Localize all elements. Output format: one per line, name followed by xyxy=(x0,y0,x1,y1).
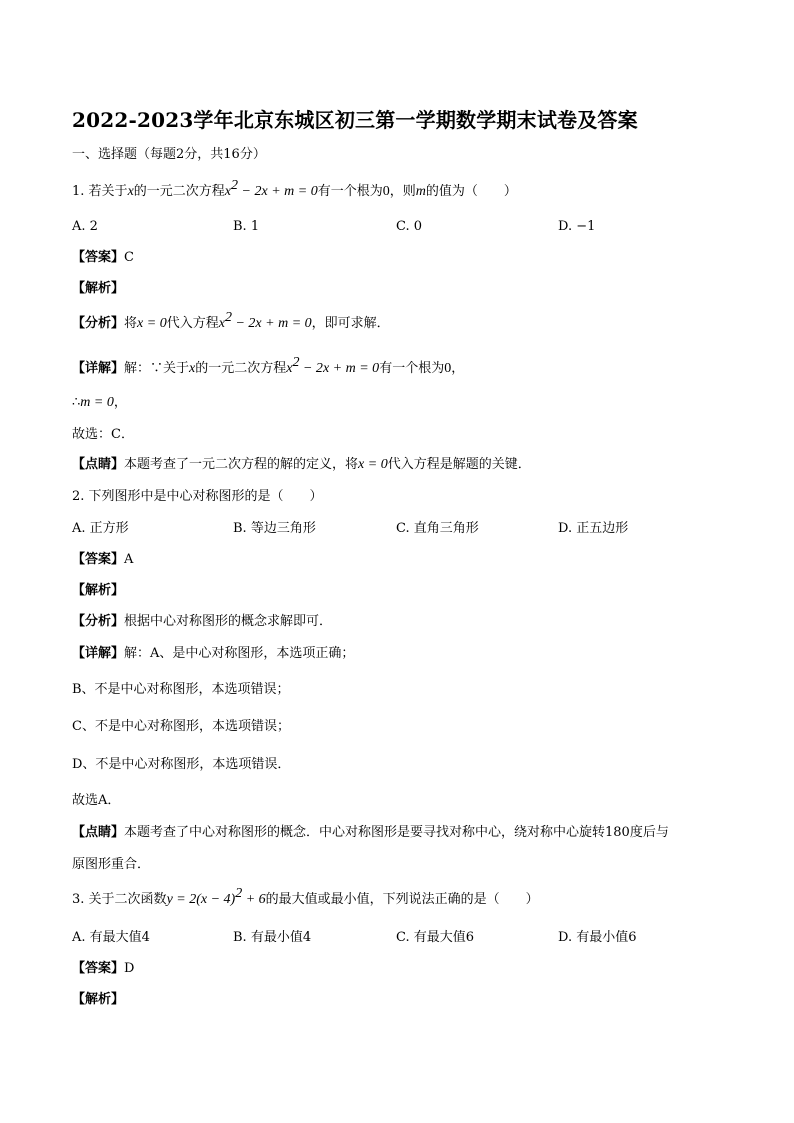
question-2-stem: 2. 下列图形中是中心对称图形的是（ ） xyxy=(72,489,323,504)
q2-detail-d: D、不是中心对称图形，本选项错误． xyxy=(72,757,291,772)
q2-option-a: A. 正方形 xyxy=(72,521,129,536)
q2-comment: 【点睛】本题考查了中心对称图形的概念．中心对称图形是要寻找对称中心，绕对称中心旋转180度后与 xyxy=(72,825,669,840)
q1-option-b: B. 1 xyxy=(233,219,260,234)
section-heading: 一、选择题（每题2分，共16分） xyxy=(72,147,266,162)
q2-choice: 故选A． xyxy=(72,793,121,808)
q2-answer: 【答案】A xyxy=(72,552,134,567)
q2-detail: 【详解】解：A、是中心对称图形，本选项正确； xyxy=(72,646,355,661)
q3-answer: 【答案】D xyxy=(72,961,135,976)
q1-choice: 故选：C． xyxy=(72,427,134,442)
page-title: 2022-2023学年北京东城区初三第一学期数学期末试卷及答案 xyxy=(72,108,638,132)
q1-therefore: ∴m = 0， xyxy=(72,395,127,410)
q3-option-c: C. 有最大值6 xyxy=(396,930,475,945)
q1-option-d: D. −1 xyxy=(558,219,596,234)
q1-detail: 【详解】解：∵关于x的一元二次方程$x^2 - 2x + m = 0$有一个根为0， xyxy=(72,355,465,376)
q2-comment-cont: 原图形重合． xyxy=(72,857,151,872)
question-1-stem: 1. 若关于x的一元二次方程$x^2 - 2x + m = 0$有一个根为0，则m的值为（ ） xyxy=(72,178,517,199)
q2-option-b: B. 等边三角形 xyxy=(233,521,316,536)
q1-option-c: C. 0 xyxy=(396,219,423,234)
q2-detail-b: B、不是中心对称图形，本选项错误； xyxy=(72,682,290,697)
q2-analysis: 【分析】根据中心对称图形的概念求解即可． xyxy=(72,614,333,629)
q3-option-d: D. 有最小值6 xyxy=(558,930,637,945)
q2-option-c: C. 直角三角形 xyxy=(396,521,479,536)
q1-analysis: 【分析】将x = 0代入方程$x^2 - 2x + m = 0$，即可求解． xyxy=(72,310,390,331)
q3-option-b: B. 有最小值4 xyxy=(233,930,312,945)
q1-answer: 【答案】C xyxy=(72,250,134,265)
function-3: $y = 2(x - 4)^2 + 6$ xyxy=(166,886,266,907)
q3-jiexi-heading: 【解析】 xyxy=(72,992,125,1007)
q1-comment: 【点睛】本题考查了一元二次方程的解的定义，将x = 0代入方程是解题的关键． xyxy=(72,457,531,472)
equation-1: $x^2 - 2x + m = 0$ xyxy=(224,178,318,199)
q2-detail-c: C、不是中心对称图形，本选项错误； xyxy=(72,719,290,734)
q2-jiexi-heading: 【解析】 xyxy=(72,583,125,598)
q3-option-a: A. 有最大值4 xyxy=(72,930,150,945)
q1-jiexi-heading: 【解析】 xyxy=(72,281,125,296)
q1-option-a: A. 2 xyxy=(72,219,98,234)
question-3-stem: 3. 关于二次函数$y = 2(x - 4)^2 + 6$的最大值或最小值，下列说法正确的是（ ） xyxy=(72,886,539,907)
q2-option-d: D. 正五边形 xyxy=(558,521,629,536)
